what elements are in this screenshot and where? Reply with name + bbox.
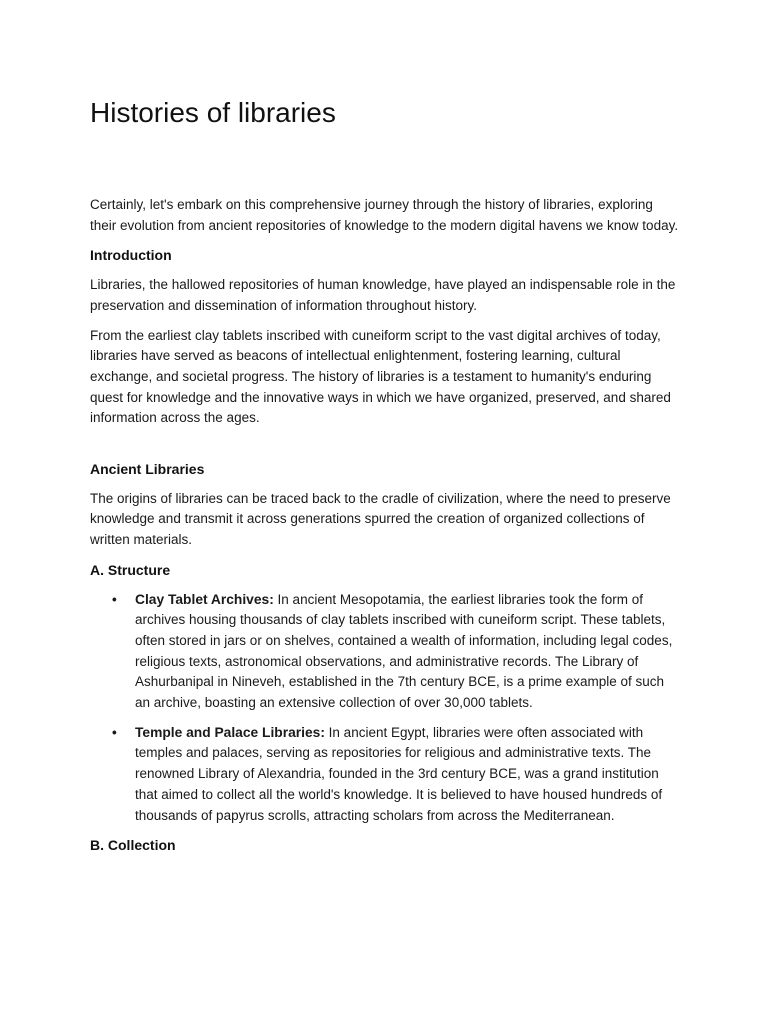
introduction-paragraph-1: Libraries, the hallowed repositories of human knowledge, have played an indispensable role in the preservation and dissemination of information throughout history. — [90, 277, 676, 313]
ancient-libraries-paragraph: The origins of libraries can be traced back to the cradle of civilization, where the need to preserve knowledge and transmit it across generations spurred the creation of organized collections of written materials. — [90, 490, 671, 548]
introduction-paragraph-2: From the earliest clay tablets inscribed with cuneiform script to the vast digital archives of today, libraries have served as beacons of intellectual enlightenment, fostering learning, cultural exchange, and societal progress. The history of libraries is a testament to humanity's enduring quest for knowledge and the innovative ways in which we have organized, preserved, and shared information across the ages. — [90, 327, 671, 426]
document-title: Histories of libraries — [90, 97, 336, 128]
bullet-symbol: • — [112, 724, 117, 740]
bullet-symbol: • — [112, 591, 117, 607]
list-item-text: In ancient Mesopotamia, the earliest libraries took the form of archives housing thousands of clay tablets inscribed with cuneiform script. These tablets, often stored in jars or on shelves, contained a wealth of information, including legal codes, religious texts, astronomical observations, and administrative records. The Library of Ashurbanipal in Nineveh, established in the 7th century BCE, is a prime example of such an archive, boasting an extensive collection of over 30,000 tablets. — [135, 591, 673, 711]
document-body — [90, 195, 680, 865]
ancient-libraries-heading: Ancient Libraries — [90, 461, 205, 478]
intro-paragraph: Certainly, let's embark on this comprehensive journey through the history of libraries, exploring their evolution from ancient repositories of knowledge to the modern digital havens we know today. — [90, 197, 679, 233]
list-item-term: Clay Tablet Archives: — [135, 591, 274, 607]
structure-list — [90, 590, 680, 827]
collection-heading: B. Collection — [90, 837, 176, 854]
introduction-heading: Introduction — [90, 247, 172, 264]
list-item — [112, 590, 680, 714]
list-item-text: In ancient Egypt, libraries were often associated with temples and palaces, serving as repositories for religious and administrative texts. The renowned Library of Alexandria, founded in the 3rd century BCE, was a grand institution that aimed to collect all the world's knowledge. It is believed to have housed hundreds of thousands of papyrus scrolls, attracting scholars from across the Mediterranean. — [135, 724, 663, 823]
list-item-term: Temple and Palace Libraries: — [135, 724, 325, 740]
list-item — [112, 723, 680, 827]
structure-heading: A. Structure — [90, 561, 171, 578]
